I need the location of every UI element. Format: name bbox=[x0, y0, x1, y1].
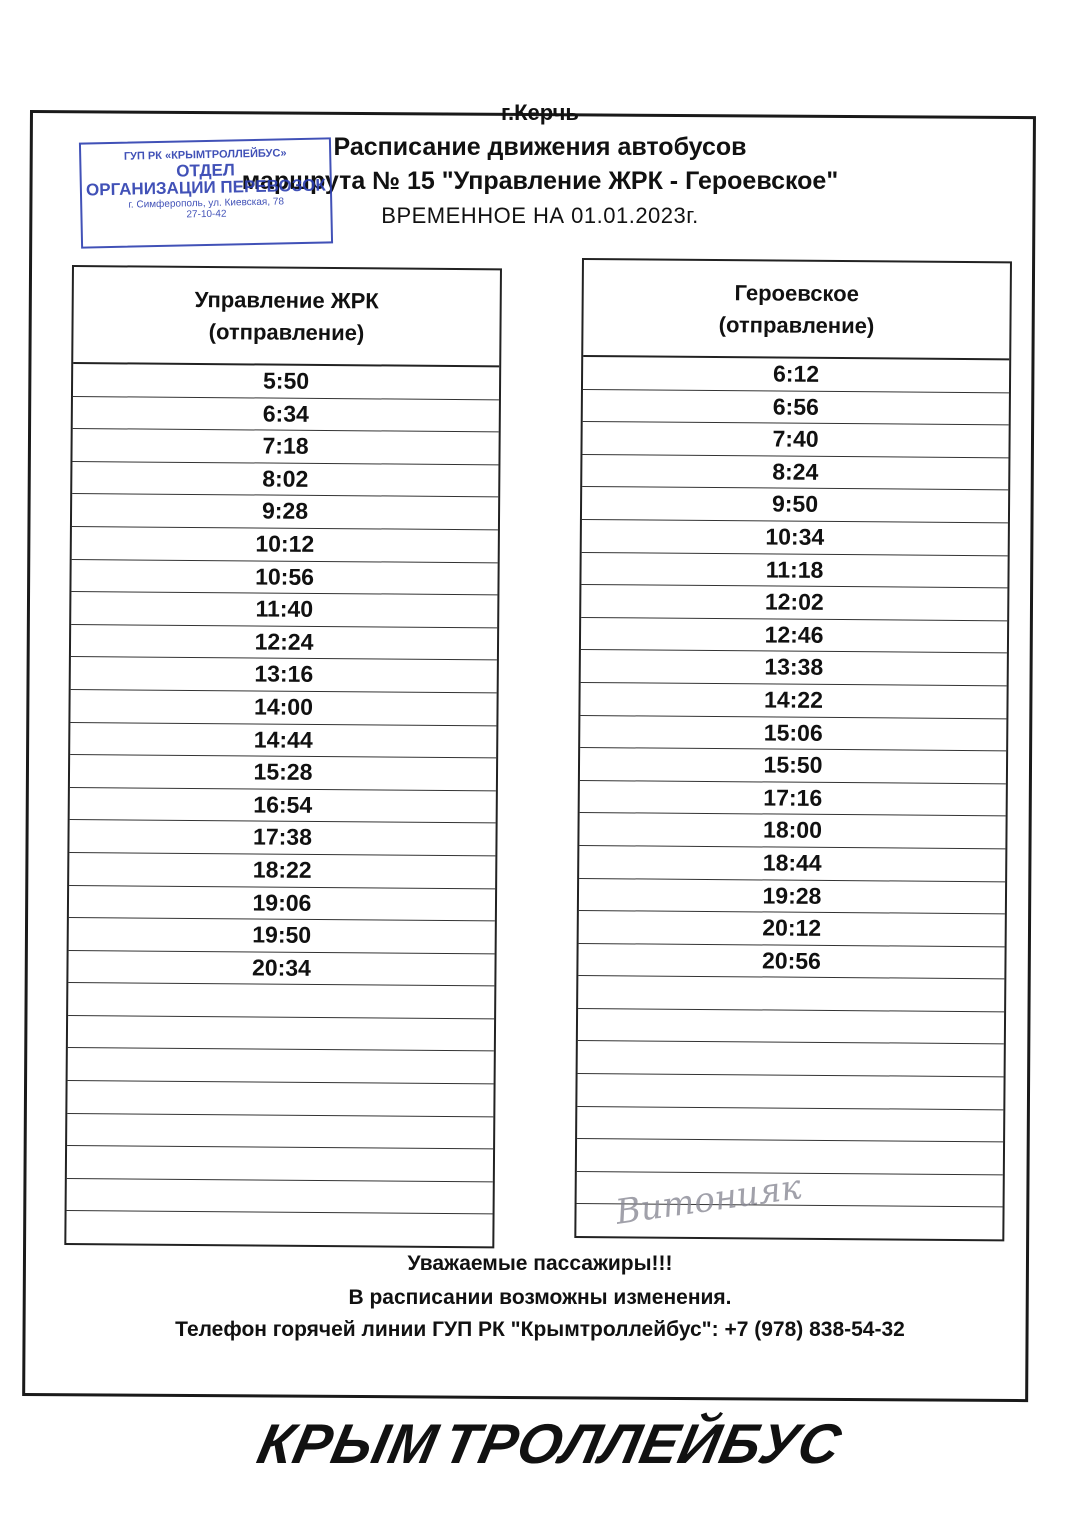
table-row: 20:56 bbox=[578, 944, 1004, 980]
logo-left-word: КРЫМ bbox=[252, 1411, 445, 1475]
city-title: г.Керчь bbox=[501, 100, 579, 125]
table-row: 11:18 bbox=[581, 553, 1007, 589]
table-row: 18:44 bbox=[579, 846, 1005, 882]
table-row bbox=[578, 976, 1004, 1012]
table-row: 10:12 bbox=[72, 527, 498, 563]
footer-greeting: Уважаемые пассажиры!!! bbox=[407, 1252, 673, 1275]
table-row bbox=[68, 1016, 494, 1052]
table-row: 19:50 bbox=[69, 918, 495, 954]
table-row: 20:12 bbox=[579, 911, 1005, 947]
table-row: 18:22 bbox=[69, 853, 495, 889]
table-row: 10:56 bbox=[71, 560, 497, 596]
table-row: 20:34 bbox=[68, 951, 494, 987]
table-row bbox=[578, 1009, 1004, 1045]
table-row bbox=[67, 1179, 493, 1215]
table-row bbox=[67, 1114, 493, 1150]
company-logo bbox=[252, 1398, 848, 1488]
table-row: 8:24 bbox=[582, 455, 1008, 491]
table-row: 11:40 bbox=[71, 592, 497, 628]
stamp-dept: ОТДЕЛ bbox=[176, 159, 235, 181]
footer-hotline: Телефон горячей линии ГУП РК "Крымтроллейбус": +7 (978) 838-54-32 bbox=[175, 1318, 905, 1341]
table-row: 12:24 bbox=[71, 625, 497, 661]
table-body-left bbox=[66, 364, 499, 1246]
temporary-date: ВРЕМЕННОЕ НА 01.01.2023г. bbox=[381, 203, 699, 228]
handwritten-signature: Витонияк bbox=[613, 1167, 804, 1233]
table-row: 17:38 bbox=[69, 820, 495, 856]
table-row: 14:00 bbox=[70, 690, 496, 726]
stamp-address: г. Симферополь, ул. Киевская, 78 bbox=[128, 196, 285, 211]
table-row: 12:02 bbox=[581, 585, 1007, 621]
department-stamp bbox=[79, 137, 333, 248]
table-row: 15:28 bbox=[70, 755, 496, 791]
table-row: 14:44 bbox=[70, 723, 496, 759]
table-row: 13:38 bbox=[581, 650, 1007, 686]
footer-notice: В расписании возможны изменения. bbox=[348, 1286, 732, 1309]
stamp-dept-name: ОРГАНИЗАЦИИ ПЕРЕВОЗОК bbox=[85, 175, 326, 200]
table-row: 19:28 bbox=[579, 878, 1005, 914]
table-row: 6:34 bbox=[73, 397, 499, 433]
table-row: 14:22 bbox=[580, 683, 1006, 719]
schedule-title: Расписание движения автобусов bbox=[333, 133, 747, 161]
table-row: 12:46 bbox=[581, 618, 1007, 654]
table-row: 13:16 bbox=[71, 657, 497, 693]
table-body-right bbox=[576, 357, 1009, 1239]
table-header-right bbox=[583, 260, 1010, 360]
table-row bbox=[578, 1041, 1004, 1077]
table-header-right-sub: (отправление) bbox=[718, 311, 875, 338]
table-row: 6:56 bbox=[583, 390, 1009, 426]
stamp-phone: 27-10-42 bbox=[186, 208, 227, 221]
table-row bbox=[67, 1146, 493, 1182]
route-title: маршрута № 15 "Управление ЖРК - Героевское" bbox=[241, 167, 839, 195]
table-header-left-sub: (отправление) bbox=[208, 318, 365, 345]
table-row: 9:50 bbox=[582, 487, 1008, 523]
table-row: 15:06 bbox=[580, 716, 1006, 752]
table-row: 8:02 bbox=[72, 462, 498, 498]
table-row bbox=[68, 983, 494, 1019]
table-row bbox=[68, 1048, 494, 1084]
table-row: 19:06 bbox=[69, 885, 495, 921]
departures-table-left bbox=[64, 265, 502, 1248]
table-row bbox=[66, 1211, 492, 1246]
table-row: 5:50 bbox=[73, 364, 499, 400]
table-header-right-title: Героевское bbox=[734, 279, 859, 306]
table-row bbox=[577, 1107, 1003, 1143]
table-row: 10:34 bbox=[582, 520, 1008, 556]
table-header-left-title: Управление ЖРК bbox=[194, 286, 379, 314]
table-row: 9:28 bbox=[72, 494, 498, 530]
table-row: 7:40 bbox=[582, 422, 1008, 458]
table-row: 7:18 bbox=[72, 429, 498, 465]
table-row: 15:50 bbox=[580, 748, 1006, 784]
table-header-left bbox=[73, 267, 500, 367]
logo-right-word: ТРОЛЛЕЙБУС bbox=[438, 1411, 848, 1475]
table-row bbox=[67, 1081, 493, 1117]
table-row bbox=[577, 1074, 1003, 1110]
stamp-org: ГУП РК «КРЫМТРОЛЛЕЙБУС» bbox=[123, 147, 287, 163]
table-row: 6:12 bbox=[583, 357, 1009, 393]
table-row: 16:54 bbox=[70, 788, 496, 824]
table-row: 17:16 bbox=[580, 781, 1006, 817]
departures-table-right bbox=[574, 258, 1012, 1241]
table-row: 18:00 bbox=[579, 813, 1005, 849]
